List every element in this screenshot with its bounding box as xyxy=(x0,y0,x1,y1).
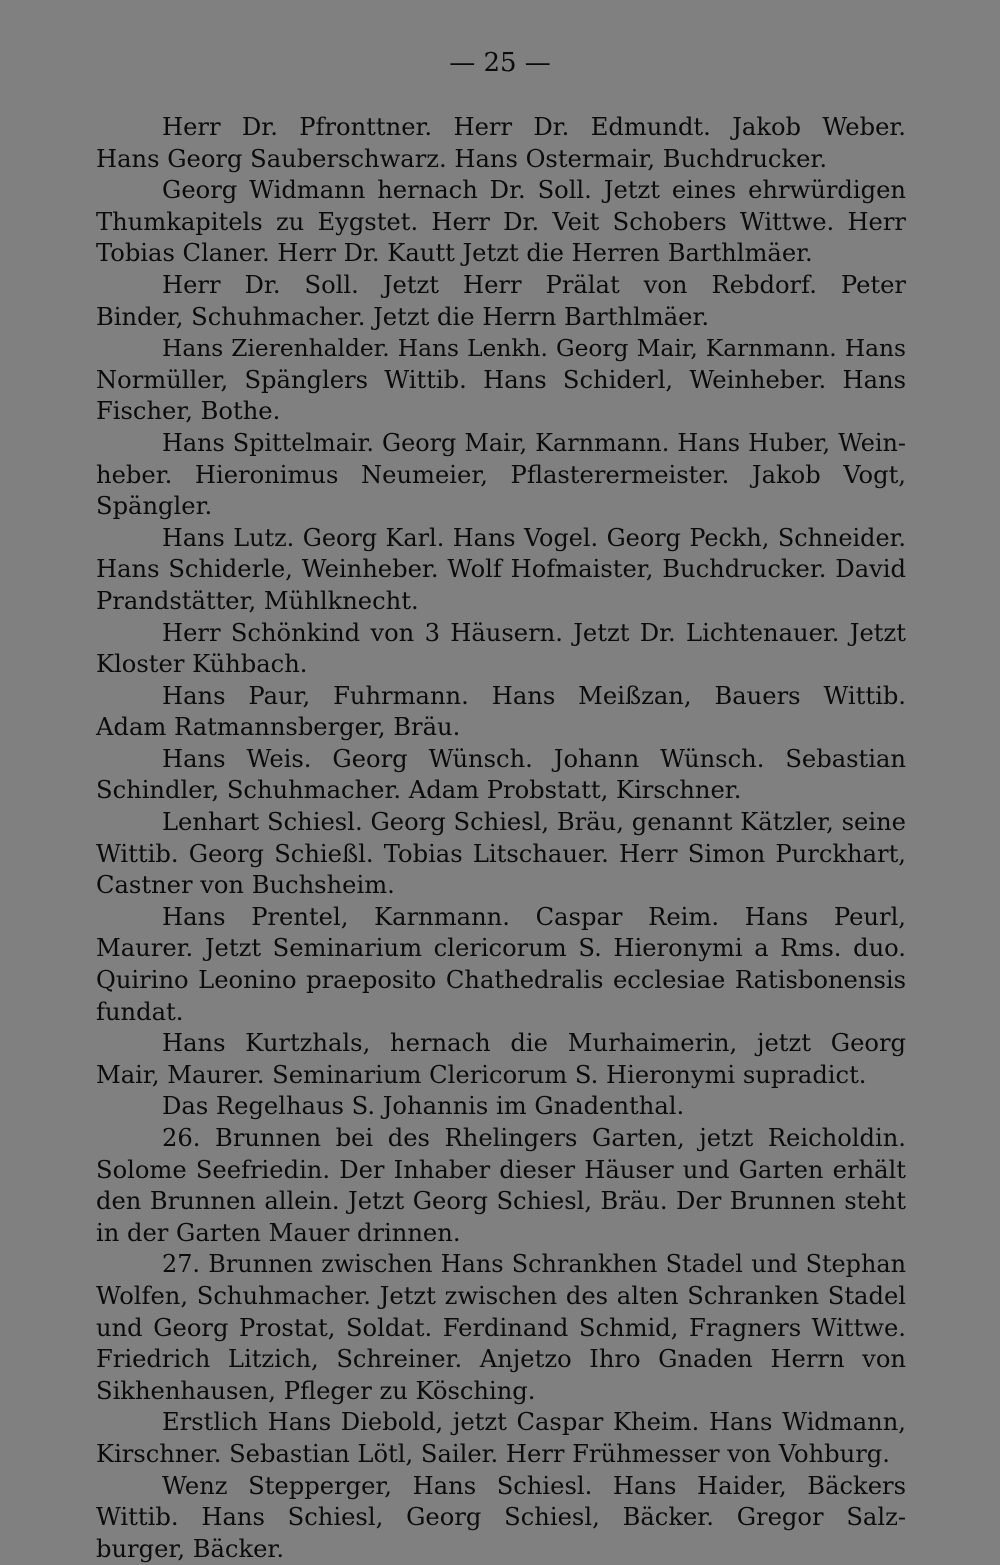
text-line: heber. Hieronimus Neumeier, Pflasterermeister. Jakob Vogt, xyxy=(96,460,906,489)
paragraph xyxy=(96,1407,906,1470)
text-line: 27. Brunnen zwischen Hans Schrankhen Stadel und Stephan xyxy=(162,1250,906,1279)
text-line: Normüller, Spänglers Wittib. Hans Schiderl, Weinheber. Hans xyxy=(96,365,906,394)
paragraph xyxy=(96,333,906,428)
paragraph xyxy=(96,1471,906,1565)
paragraph xyxy=(96,428,906,523)
text-line: Sikhenhausen, Pfleger zu Kösching. xyxy=(96,1376,536,1405)
paragraph xyxy=(96,1123,906,1249)
text-line: Wittib. Georg Schießl. Tobias Litschauer. Herr Simon Purckhart, xyxy=(96,839,906,868)
text-line: Hans Paur, Fuhrmann. Hans Meißzan, Bauers Wittib. xyxy=(162,681,906,710)
text-line: Wolfen, Schuhmacher. Jetzt zwischen des alten Schranken Stadel xyxy=(96,1281,906,1310)
text-line: Maurer. Jetzt Seminarium clericorum S. Hieronymi a Rms. duo. xyxy=(96,934,906,963)
paragraph xyxy=(96,681,906,744)
paragraph xyxy=(96,112,906,175)
text-line: fundat. xyxy=(96,997,184,1026)
text-line: 26. Brunnen bei des Rhelingers Garten, jetzt Reicholdin. xyxy=(162,1124,906,1152)
text-line: Schindler, Schuhmacher. Adam Probstatt, Kirschner. xyxy=(96,776,742,805)
text-line: in der Garten Mauer drinnen. xyxy=(96,1218,461,1247)
text-line: den Brunnen allein. Jetzt Georg Schiesl, Bräu. Der Brunnen steht xyxy=(96,1187,906,1216)
page-number: — 25 — xyxy=(449,48,551,78)
text-line: Hans Georg Sauberschwarz. Hans Ostermair, Buchdrucker. xyxy=(96,144,828,173)
text-line: Binder, Schuhmacher. Jetzt die Herrn Barthlmäer. xyxy=(96,302,710,331)
text-line: Castner von Buchsheim. xyxy=(96,871,395,900)
paragraph xyxy=(96,744,906,807)
paragraph xyxy=(96,1249,906,1407)
text-line: Hans Lutz. Georg Karl. Hans Vogel. Georg Peckh, Schneider. xyxy=(162,523,906,552)
paragraph xyxy=(96,618,906,681)
paragraph xyxy=(96,175,906,270)
text-line: Hans Prentel, Karnmann. Caspar Reim. Hans Peurl, xyxy=(162,902,906,931)
text-line: Georg Widmann hernach Dr. Soll. Jetzt eines ehrwürdigen xyxy=(162,176,906,205)
text-line: Lenhart Schiesl. Georg Schiesl, Bräu, genannt Kätzler, seine xyxy=(162,808,906,837)
text-line: Tobias Claner. Herr Dr. Kautt Jetzt die Herren Barthlmäer. xyxy=(96,239,813,268)
paragraph xyxy=(96,807,906,902)
text-line: Friedrich Litzich, Schreiner. Anjetzo Ihro Gnaden Herrn von xyxy=(96,1345,906,1374)
text-line: Hans Spittelmair. Georg Mair, Karnmann. Hans Huber, Wein- xyxy=(162,428,906,457)
paragraph xyxy=(96,902,906,1028)
text-line: Thumkapitels zu Eygstet. Herr Dr. Veit Schobers Wittwe. Herr xyxy=(96,207,906,236)
text-line: Mair, Maurer. Seminarium Clericorum S. Hieronymi supradict. xyxy=(96,1060,867,1089)
text-line: burger, Bäcker. xyxy=(96,1534,285,1563)
text-line: Spängler. xyxy=(96,492,213,521)
text-line: Hans Kurtzhals, hernach die Murhaimerin, jetzt Georg xyxy=(162,1029,906,1058)
text-line: Herr Dr. Pfronttner. Herr Dr. Edmundt. Jakob Weber. xyxy=(162,113,906,141)
page-body-text xyxy=(96,112,906,1565)
text-line: Erstlich Hans Diebold, jetzt Caspar Kheim. Hans Widmann, xyxy=(162,1408,906,1437)
text-line: Hans Weis. Georg Wünsch. Johann Wünsch. Sebastian xyxy=(162,744,906,773)
paragraph xyxy=(96,270,906,333)
text-line: Kirschner. Sebastian Lötl, Sailer. Herr Frühmesser von Vohburg. xyxy=(96,1439,890,1468)
text-line: und Georg Prostat, Soldat. Ferdinand Schmid, Fragners Wittwe. xyxy=(96,1313,906,1342)
text-line: Hans Schiderle, Weinheber. Wolf Hofmaister, Buchdrucker. David xyxy=(96,555,906,584)
text-line: Herr Schönkind von 3 Häusern. Jetzt Dr. Lichtenauer. Jetzt xyxy=(162,618,906,647)
text-line: Prandstätter, Mühlknecht. xyxy=(96,586,419,615)
text-line: Wittib. Hans Schiesl, Georg Schiesl, Bäcker. Gregor Salz- xyxy=(96,1503,906,1532)
text-line: Herr Dr. Soll. Jetzt Herr Prälat von Rebdorf. Peter xyxy=(162,270,906,299)
text-line: Das Regelhaus S. Johannis im Gnadenthal. xyxy=(162,1092,685,1121)
text-line: Quirino Leonino praeposito Chathedralis ecclesiae Ratisbonensis xyxy=(96,966,906,995)
text-line: Adam Ratmannsberger, Bräu. xyxy=(96,713,461,742)
paragraph xyxy=(96,523,906,618)
text-line: Wenz Stepperger, Hans Schiesl. Hans Haider, Bäckers xyxy=(162,1471,906,1500)
text-line: Fischer, Bothe. xyxy=(96,397,281,426)
text-line: Solome Seefriedin. Der Inhaber dieser Häuser und Garten erhält xyxy=(96,1155,906,1184)
text-line: Hans Zierenhalder. Hans Lenkh. Georg Mair, Karnmann. Hans xyxy=(162,335,906,363)
paragraph xyxy=(96,1091,906,1123)
text-line: Kloster Kühbach. xyxy=(96,650,308,679)
paragraph xyxy=(96,1028,906,1091)
